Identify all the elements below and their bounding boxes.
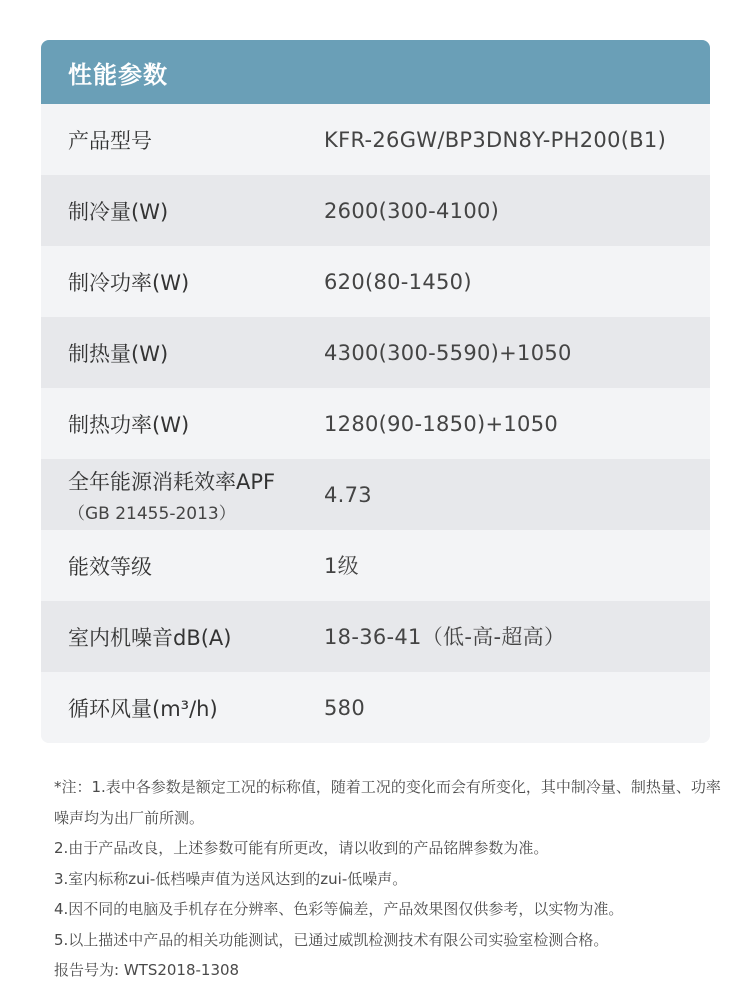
spec-value: 580	[324, 695, 365, 720]
spec-row-cooling-power	[41, 246, 710, 317]
spec-label: 室内机噪音dB(A)	[68, 625, 232, 650]
spec-row-airflow	[41, 672, 710, 743]
footnote-line: 3.室内标称zui-低档噪声值为送风达到的zui-低噪声。	[54, 869, 408, 888]
spec-label: 制热功率(W)	[68, 412, 190, 437]
spec-row-cooling-capacity	[41, 175, 710, 246]
spec-label	[41, 466, 324, 524]
spec-row-heating-power	[41, 388, 710, 459]
spec-label: 能效等级	[68, 554, 152, 579]
spec-value: 4300(300-5590)+1050	[324, 340, 572, 365]
spec-row-heating-capacity	[41, 317, 710, 388]
spec-row-indoor-noise	[41, 601, 710, 672]
spec-label: 循环风量(m³/h)	[68, 696, 218, 721]
footnote-line: 5.以上描述中产品的相关功能测试，已通过威凯检测技术有限公司实验室检测合格。	[54, 930, 609, 949]
footnote-line: 2.由于产品改良，上述参数可能有所更改，请以收到的产品铭牌参数为准。	[54, 839, 549, 857]
spec-table	[41, 40, 710, 743]
spec-table-title: 性能参数	[68, 60, 168, 89]
spec-value: 620(80-1450)	[324, 269, 472, 294]
report-number: 报告号为: WTS2018-1308	[54, 961, 240, 979]
spec-label-main: 全年能源消耗效率APF	[68, 469, 276, 494]
spec-row-efficiency-grade	[41, 530, 710, 601]
spec-label: 产品型号	[68, 128, 152, 153]
spec-table-header	[41, 40, 710, 104]
spec-label: 制冷量(W)	[68, 199, 169, 224]
footnote-line: 4.因不同的电脑及手机存在分辨率、色彩等偏差，产品效果图仅供参考，以实物为准。	[54, 900, 624, 918]
spec-value: KFR-26GW/BP3DN8Y-PH200(B1)	[324, 127, 667, 152]
spec-label: 制冷功率(W)	[68, 270, 190, 295]
spec-value: 18-36-41（低-高-超高）	[324, 624, 566, 649]
spec-label-standard: （GB 21455-2013）	[68, 503, 236, 524]
spec-label: 制热量(W)	[68, 341, 169, 366]
spec-value: 1280(90-1850)+1050	[324, 411, 559, 436]
footnote-line: *注：1.表中各参数是额定工况的标称值，随着工况的变化而会有所变化，其中制冷量、制热量、功率噪声均为出厂前所测。	[54, 778, 721, 827]
spec-row-apf	[41, 459, 710, 530]
spec-row-model	[41, 104, 710, 175]
spec-value: 4.73	[324, 482, 372, 507]
footnotes	[54, 772, 722, 986]
spec-value: 1级	[324, 553, 359, 578]
spec-value: 2600(300-4100)	[324, 198, 500, 223]
